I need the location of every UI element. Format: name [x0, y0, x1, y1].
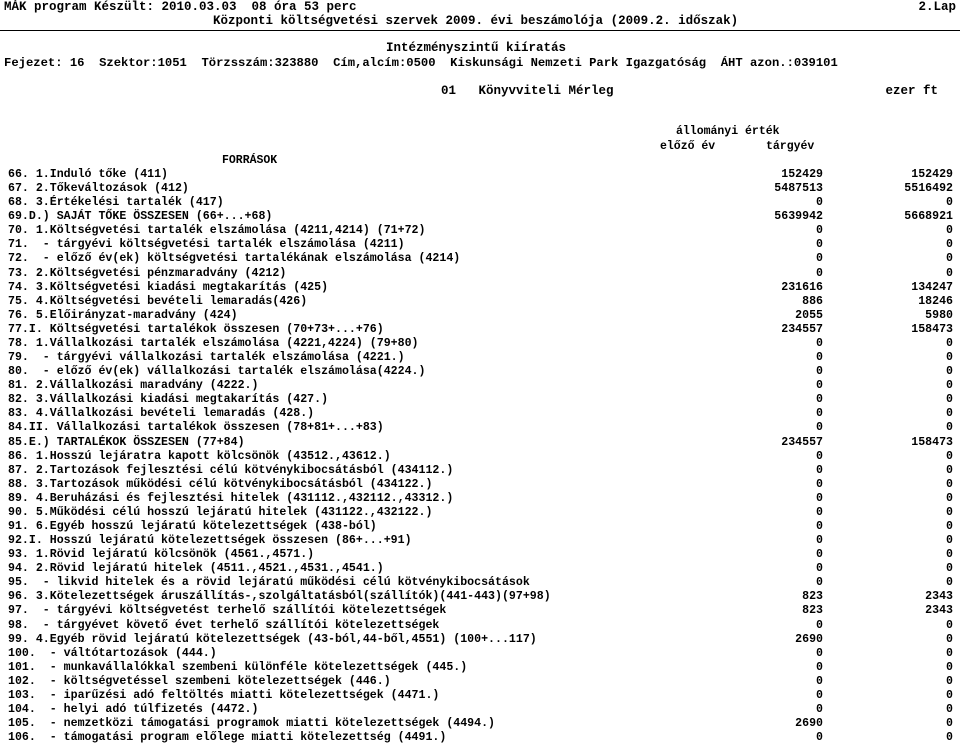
row-value-curr: 0	[946, 238, 953, 252]
row-value-prev: 0	[816, 618, 823, 632]
row-value-curr: 0	[946, 703, 953, 717]
row-value-curr: 5516492	[904, 182, 953, 196]
row-value-prev: 231616	[781, 280, 823, 294]
row-value-prev: 2690	[795, 717, 823, 731]
row-value-prev: 0	[816, 505, 823, 519]
row-value-curr: 0	[946, 674, 953, 688]
header-divider	[0, 30, 960, 31]
row-label: 75. 4.Költségvetési bevételi lemaradás(426)	[8, 294, 308, 308]
unit-label: ezer ft	[885, 84, 938, 98]
row-value-prev: 0	[816, 449, 823, 463]
row-value-prev: 0	[816, 674, 823, 688]
row-value-prev: 0	[816, 703, 823, 717]
column-heading-curr: tárgyév	[766, 140, 815, 153]
row-value-prev: 0	[816, 562, 823, 576]
row-label: 68. 3.Értékelési tartalék (417)	[8, 196, 224, 210]
row-value-prev: 2690	[795, 632, 823, 646]
row-value-curr: 0	[946, 491, 953, 505]
row-value-curr: 0	[946, 548, 953, 562]
section-title: 01 Könyvviteli Mérleg	[441, 84, 614, 98]
row-value-prev: 0	[816, 477, 823, 491]
row-label: 94. 2.Rövid lejáratú hitelek (4511.,4521.,4531.,4541.)	[8, 562, 384, 576]
row-label: 104. - helyi adó túlfizetés (4472.)	[8, 703, 259, 717]
row-value-curr: 134247	[911, 280, 953, 294]
row-label: 71. - tárgyévi költségvetési tartalék elszámolása (4211)	[8, 238, 405, 252]
row-value-prev: 823	[802, 604, 823, 618]
report-subtitle: Központi költségvetési szervek 2009. évi beszámolója (2009.2. időszak)	[213, 14, 739, 28]
row-value-prev: 234557	[781, 435, 823, 449]
row-label: 87. 2.Tartozások fejlesztési célú kötvénykibocsátásból (434112.)	[8, 463, 454, 477]
section-heading-forrasok: FORRÁSOK	[222, 154, 278, 167]
row-label: 77.I. Költségvetési tartalékok összesen (70+73+...+76)	[8, 322, 384, 336]
row-value-prev: 0	[816, 224, 823, 238]
row-value-curr: 0	[946, 365, 953, 379]
column-heading-prev: előző év	[660, 140, 716, 153]
row-label: 67. 2.Tőkeváltozások (412)	[8, 182, 189, 196]
row-value-prev: 0	[816, 520, 823, 533]
row-value-prev: 0	[816, 421, 823, 435]
column-group-heading: állományi érték	[676, 125, 780, 138]
row-label: 102. - költségvetéssel szembeni kötelezettségek (446.)	[8, 674, 391, 688]
row-value-prev: 0	[816, 491, 823, 505]
row-value-curr: 0	[946, 393, 953, 407]
row-value-prev: 0	[816, 351, 823, 365]
row-value-prev: 0	[816, 463, 823, 477]
row-label: 92.I. Hosszú lejáratú kötelezettségek összesen (86+...+91)	[8, 534, 412, 548]
row-value-prev: 5487513	[774, 182, 823, 196]
row-value-curr: 0	[946, 266, 953, 280]
row-value-prev: 0	[816, 238, 823, 252]
report-kind: Intézményszintű kiíratás	[386, 41, 567, 55]
row-label: 81. 2.Vállalkozási maradvány (4222.)	[8, 379, 259, 393]
row-value-prev: 0	[816, 379, 823, 393]
row-label: 76. 5.Előirányzat-maradvány (424)	[8, 308, 238, 322]
row-value-curr: 0	[946, 632, 953, 646]
row-value-prev: 152429	[781, 168, 823, 181]
row-label: 74. 3.Költségvetési kiadási megtakarítás (425)	[8, 280, 329, 294]
row-value-curr: 5980	[925, 308, 953, 322]
row-label: 86. 1.Hosszú lejáratra kapott kölcsönök (43512.,43612.)	[8, 449, 391, 463]
row-value-curr: 0	[946, 196, 953, 210]
row-value-prev: 0	[816, 407, 823, 421]
row-value-curr: 0	[946, 731, 953, 745]
row-value-curr: 0	[946, 421, 953, 435]
row-value-prev: 2055	[795, 308, 823, 322]
row-value-prev: 0	[816, 548, 823, 562]
row-label: 88. 3.Tartozások működési célú kötvénykibocsátásból (434122.)	[8, 477, 433, 491]
row-value-prev: 0	[816, 731, 823, 745]
row-value-curr: 5668921	[904, 210, 953, 224]
row-value-curr: 0	[946, 688, 953, 702]
row-value-curr: 0	[946, 534, 953, 548]
row-value-curr: 0	[946, 449, 953, 463]
row-value-prev: 234557	[781, 322, 823, 336]
row-value-curr: 0	[946, 505, 953, 519]
row-label: 100. - váltótartozások (444.)	[8, 646, 217, 660]
row-label: 89. 4.Beruházási és fejlesztési hitelek (431112.,432112.,43312.)	[8, 491, 454, 505]
row-value-prev: 886	[802, 294, 823, 308]
row-value-prev: 0	[816, 393, 823, 407]
row-label: 83. 4.Vállalkozási bevételi lemaradás (428.)	[8, 407, 315, 421]
row-label: 101. - munkavállalókkal szembeni különféle kötelezettségek (445.)	[8, 660, 468, 674]
row-value-prev: 0	[816, 534, 823, 548]
row-label: 84.II. Vállalkozási tartalékok összesen (78+81+...+83)	[8, 421, 384, 435]
row-label: 69.D.) SAJÁT TŐKE ÖSSZESEN (66+...+68)	[8, 210, 273, 224]
row-value-prev: 0	[816, 336, 823, 350]
row-value-curr: 2343	[925, 604, 953, 618]
row-label: 103. - iparűzési adó feltöltés miatti kötelezettségek (4471.)	[8, 688, 440, 702]
page-number: 2.Lap	[918, 0, 956, 14]
row-value-curr: 0	[946, 252, 953, 266]
row-value-curr: 0	[946, 660, 953, 674]
row-value-prev: 0	[816, 365, 823, 379]
row-value-prev: 0	[816, 646, 823, 660]
row-label: 90. 5.Működési célú hosszú lejáratú hitelek (431122.,432122.)	[8, 505, 433, 519]
table-row	[8, 731, 953, 747]
row-value-curr: 0	[946, 646, 953, 660]
row-label: 72. - előző év(ek) költségvetési tartalékának elszámolása (4214)	[8, 252, 461, 266]
row-value-prev: 0	[816, 196, 823, 210]
row-value-curr: 0	[946, 717, 953, 731]
row-value-curr: 158473	[911, 435, 953, 449]
organization-line: Fejezet: 16 Szektor:1051 Törzsszám:323880 Cím,alcím:0500 Kiskunsági Nemzeti Park Igazgatóság ÁHT azon.:039101	[4, 56, 838, 70]
row-value-curr: 0	[946, 224, 953, 238]
row-value-curr: 0	[946, 407, 953, 421]
row-value-curr: 0	[946, 562, 953, 576]
row-label: 98. - tárgyévet követő évet terhelő szállítói kötelezettségek	[8, 618, 440, 632]
row-value-prev: 0	[816, 688, 823, 702]
row-label: 99. 4.Egyéb rövid lejáratú kötelezettségek (43-ból,44-ből,4551) (100+...117)	[8, 632, 537, 646]
row-label: 106. - támogatási program előlege miatti kötelezettség (4491.)	[8, 731, 447, 745]
row-value-prev: 0	[816, 660, 823, 674]
header-left: MÁK program Készült: 2010.03.03 08 óra 53 perc	[4, 0, 357, 14]
row-label: 79. - tárgyévi vállalkozási tartalék elszámolása (4221.)	[8, 351, 405, 365]
row-value-prev: 0	[816, 576, 823, 590]
row-value-curr: 0	[946, 520, 953, 533]
row-label: 78. 1.Vállalkozási tartalék elszámolása (4221,4224) (79+80)	[8, 336, 419, 350]
row-value-curr: 2343	[925, 590, 953, 604]
row-value-curr: 152429	[911, 168, 953, 181]
row-value-curr: 0	[946, 379, 953, 393]
row-label: 85.E.) TARTALÉKOK ÖSSZESEN (77+84)	[8, 435, 245, 449]
row-value-curr: 158473	[911, 322, 953, 336]
row-label: 82. 3.Vállalkozási kiadási megtakarítás (427.)	[8, 393, 329, 407]
row-label: 73. 2.Költségvetési pénzmaradvány (4212)	[8, 266, 287, 280]
row-value-curr: 0	[946, 336, 953, 350]
row-value-curr: 18246	[918, 294, 953, 308]
row-value-curr: 0	[946, 477, 953, 491]
row-value-prev: 0	[816, 266, 823, 280]
row-label: 80. - előző év(ek) vállalkozási tartalék elszámolása(4224.)	[8, 365, 426, 379]
row-label: 70. 1.Költségvetési tartalék elszámolása (4211,4214) (71+72)	[8, 224, 426, 238]
row-label: 91. 6.Egyéb hosszú lejáratú kötelezettségek (438-ból)	[8, 520, 377, 533]
row-value-curr: 0	[946, 351, 953, 365]
row-value-prev: 823	[802, 590, 823, 604]
row-label: 93. 1.Rövid lejáratú kölcsönök (4561.,4571.)	[8, 548, 315, 562]
row-label: 95. - likvid hitelek és a rövid lejáratú működési célú kötvénykibocsátások	[8, 576, 530, 590]
row-value-curr: 0	[946, 463, 953, 477]
row-label: 97. - tárgyévi költségvetést terhelő szállítói kötelezettségek	[8, 604, 447, 618]
row-label: 105. - nemzetközi támogatási programok miatti kötelezettségek (4494.)	[8, 717, 496, 731]
row-label: 66. 1.Induló tőke (411)	[8, 168, 169, 181]
row-value-prev: 5639942	[774, 210, 823, 224]
row-value-curr: 0	[946, 618, 953, 632]
row-value-prev: 0	[816, 252, 823, 266]
row-label: 96. 3.Kötelezettségek áruszállítás-,szolgáltatásból(szállítók)(441-443)(97+98)	[8, 590, 551, 604]
row-value-curr: 0	[946, 576, 953, 590]
